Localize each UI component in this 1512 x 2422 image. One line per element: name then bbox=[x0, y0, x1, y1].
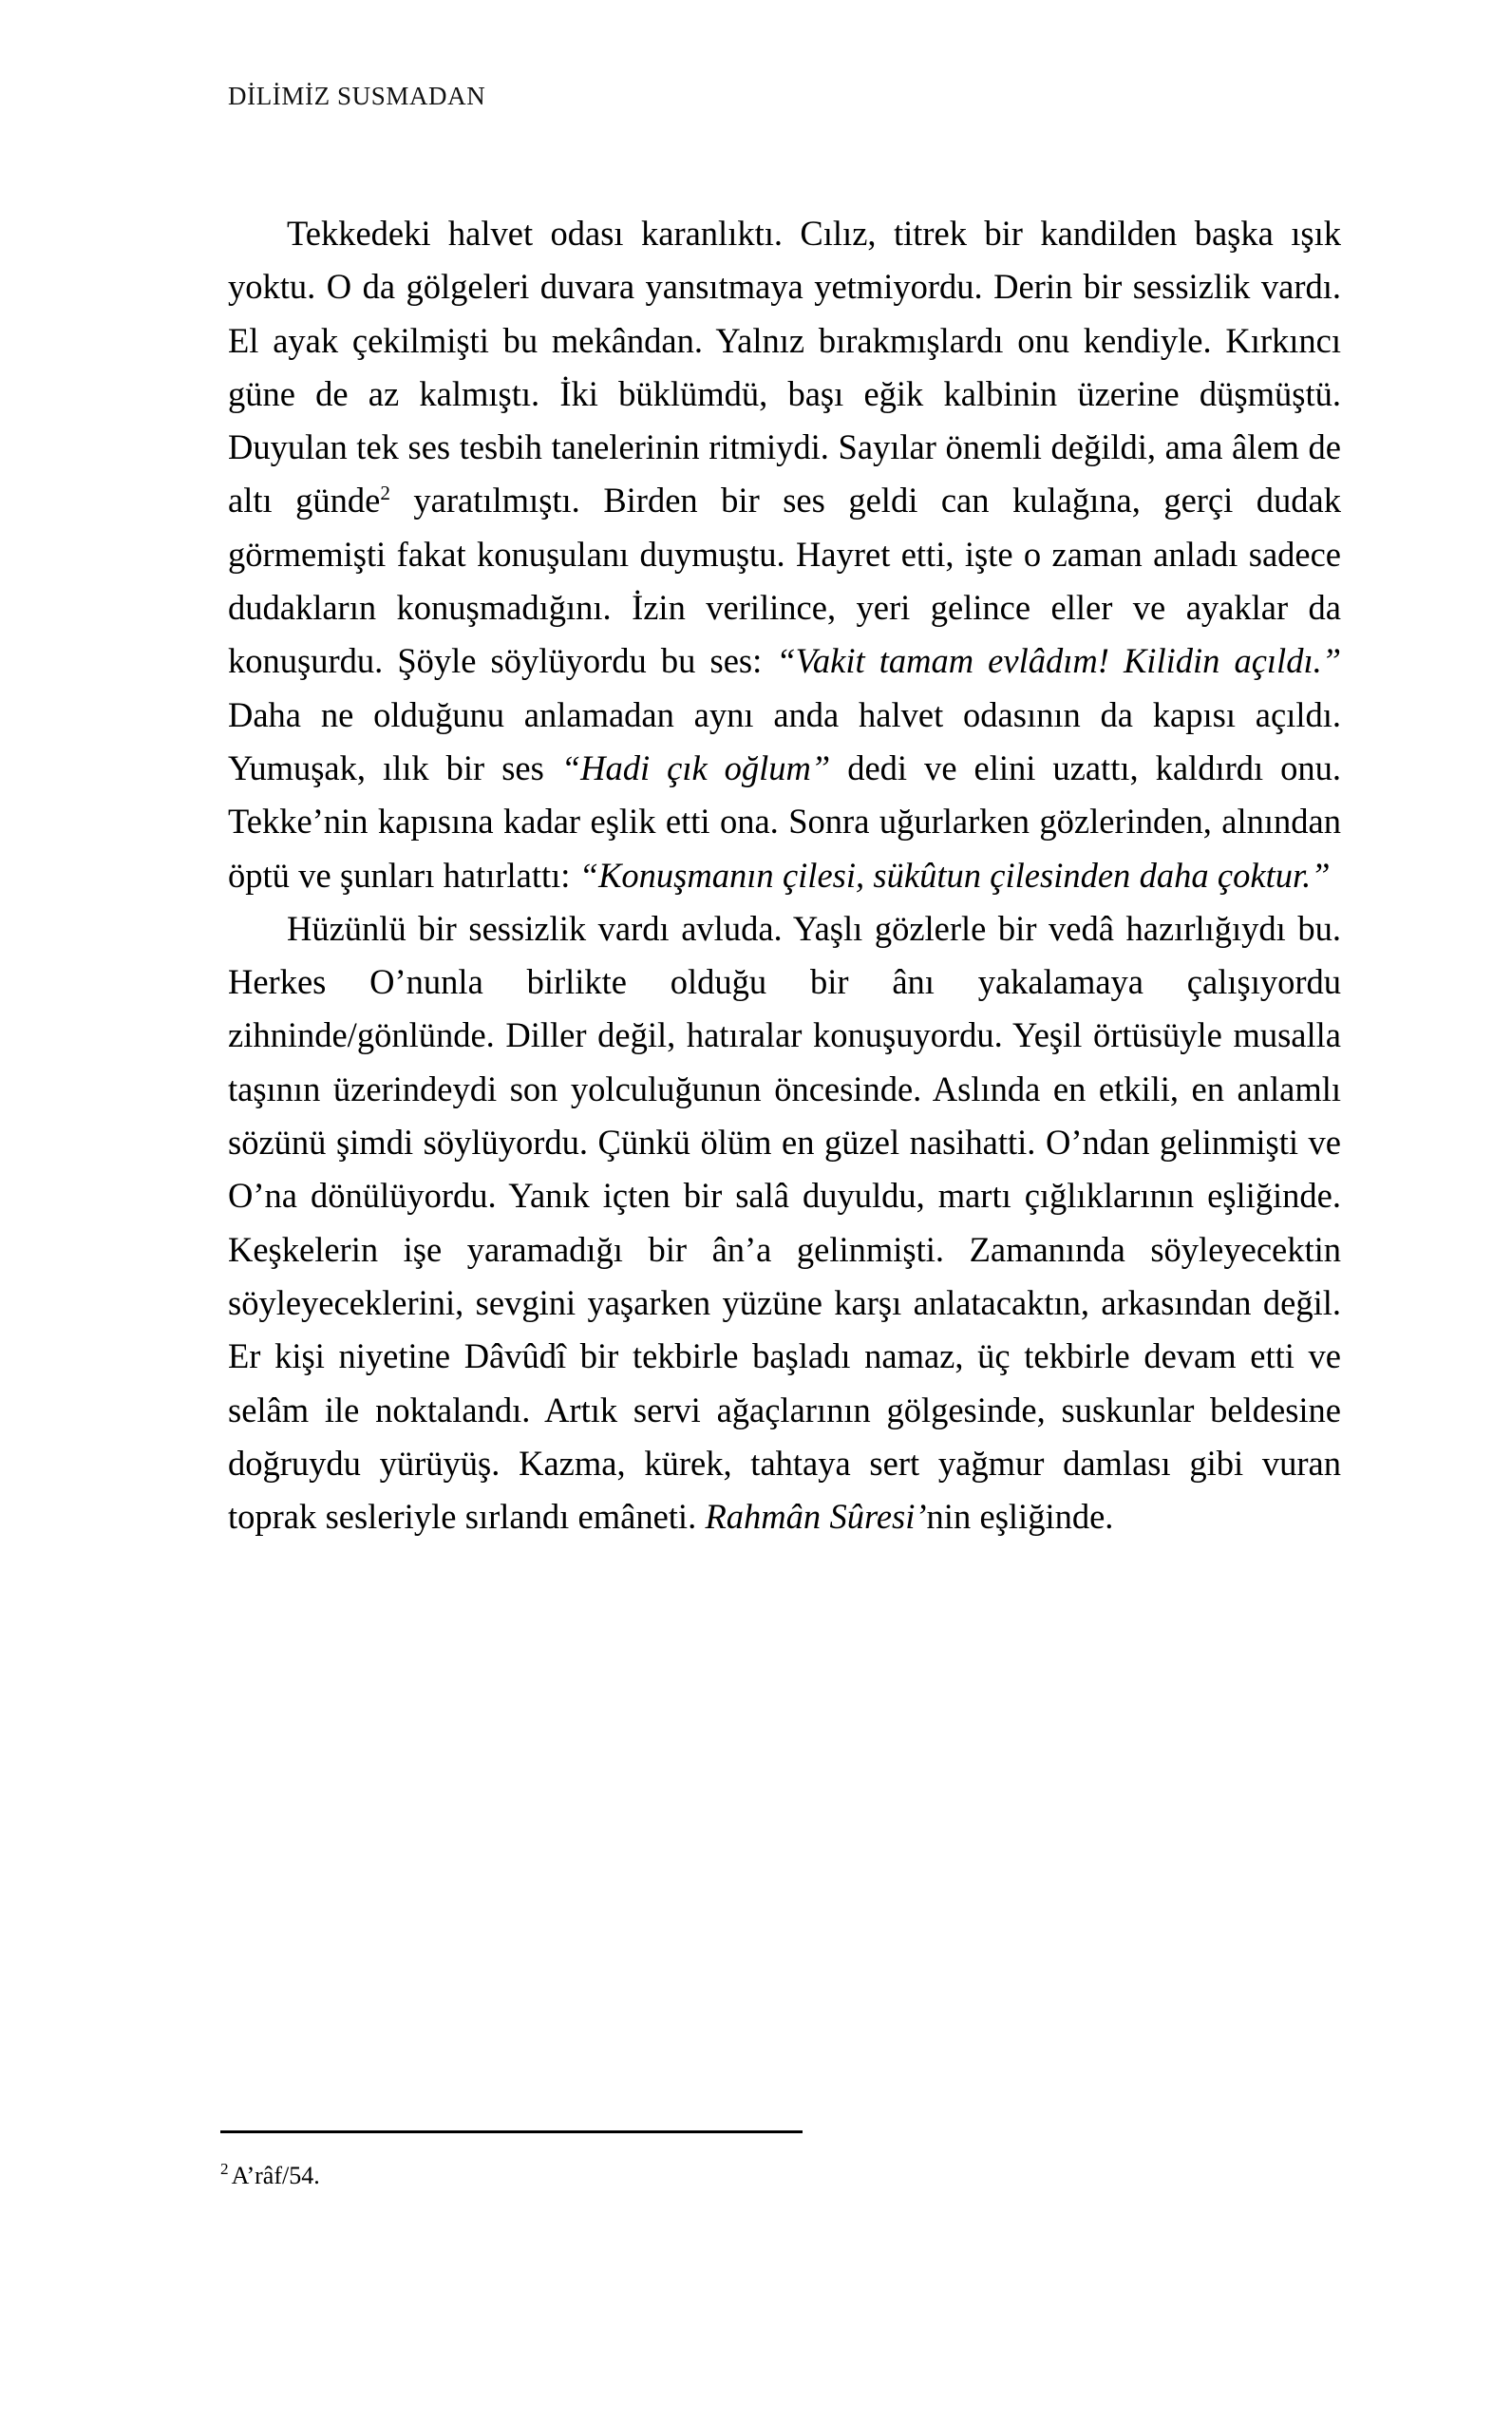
paragraph-1 bbox=[228, 207, 1341, 902]
footnote-entry bbox=[220, 2133, 1341, 2192]
footnote-area bbox=[220, 2130, 1341, 2192]
text-run: Tekkedeki halvet odası karanlıktı. Cılız, titrek bir kandilden başka ışık yoktu. O da gölgeleri duvara yansıtmaya yetmiyordu. Derin bir sessizlik vardı. El ayak çekilmişti bu mekândan. Yalnız bırakmışlardı onu kendiyle. Kırkıncı güne de az kalmıştı. İki büklümdü, başı eğik kalbinin üzerine düşmüştü. Duyulan tek ses tesbih tanelerinin ritmiydi. Sayılar önemli değildi, ama âlem de altı günde bbox=[228, 214, 1341, 520]
text-run: Daha ne olduğunu anlamadan aynı anda halvet odasının da kapısı açıldı. Yumuşak, ılık bir ses bbox=[228, 694, 1341, 787]
italic-quote: “Hadi çık oğlum” bbox=[560, 747, 831, 787]
paragraph-2 bbox=[228, 902, 1341, 1544]
italic-quote: Rahmân Sûresi’ bbox=[705, 1497, 927, 1537]
italic-quote: “Vakit tamam evlâdım! Kilidin açıldı.” bbox=[776, 641, 1342, 681]
text-run: nin eşliğinde. bbox=[926, 1497, 1114, 1537]
italic-quote: “Konuşmanın çilesi, sükûtun çilesinden daha çoktur.” bbox=[578, 855, 1331, 895]
footnote-marker: 2 bbox=[220, 2160, 229, 2179]
text-run: yaratılmıştı. Birden bir ses geldi can kulağına, gerçi dudak görmemişti fakat konuşulanı duymuştu. Hayret etti, işte o zaman anladı sadece dudakların konuşmadığını. İzin verilince, yeri gelince eller ve ayaklar da konuşurdu. Şöyle söylüyordu bu ses: bbox=[228, 481, 1341, 681]
text-run: dedi ve elini uzattı, kaldırdı onu. Tekke’nin kapısına kadar eşlik etti ona. Sonra uğurlarken gözlerinden, alnından öptü ve şunları hatırlattı: bbox=[228, 747, 1342, 895]
footnote-reference[interactable]: 2 bbox=[380, 482, 390, 505]
footnote-text: A’râf/54. bbox=[231, 2162, 320, 2189]
running-header: DİLİMİZ SUSMADAN bbox=[228, 82, 486, 110]
text-run: Hüzünlü bir sessizlik vardı avluda. Yaşlı gözlerle bir vedâ hazırlığıydı bu. Herkes O’nunla birlikte olduğu bir ânı yakalamaya çalışıyordu zihninde/gönlünde. Diller değil, hatıralar konuşuyordu. Yeşil örtüsüyle musalla taşının üzerindeydi son yolculuğunun öncesinde. Aslında en etkili, en anlamlı sözünü şimdi söylüyordu. Çünkü ölüm en güzel nasihatti. O’ndan gelinmişti ve O’na dönülüyordu. Yanık içten bir salâ duyuldu, martı çığlıklarının eşliğinde. Keşkelerin işe yaramadığı bir ân’a gelinmişti. Zamanında söyleyecektin söyleyeceklerini, sevgini yaşarken yüzüne karşı anlatacaktın, arkasından değil. Er kişi niyetine Dâvûdî bir tekbirle başladı namaz, üç tekbirle devam etti ve selâm ile noktalandı. Artık servi ağaçlarının gölgesinde, suskunlar beldesine doğruydu yürüyüş. Kazma, kürek, tahtaya sert yağmur damlası gibi vuran toprak sesleriyle sırlandı emâneti. bbox=[228, 908, 1341, 1537]
body-text-block bbox=[228, 207, 1341, 1543]
